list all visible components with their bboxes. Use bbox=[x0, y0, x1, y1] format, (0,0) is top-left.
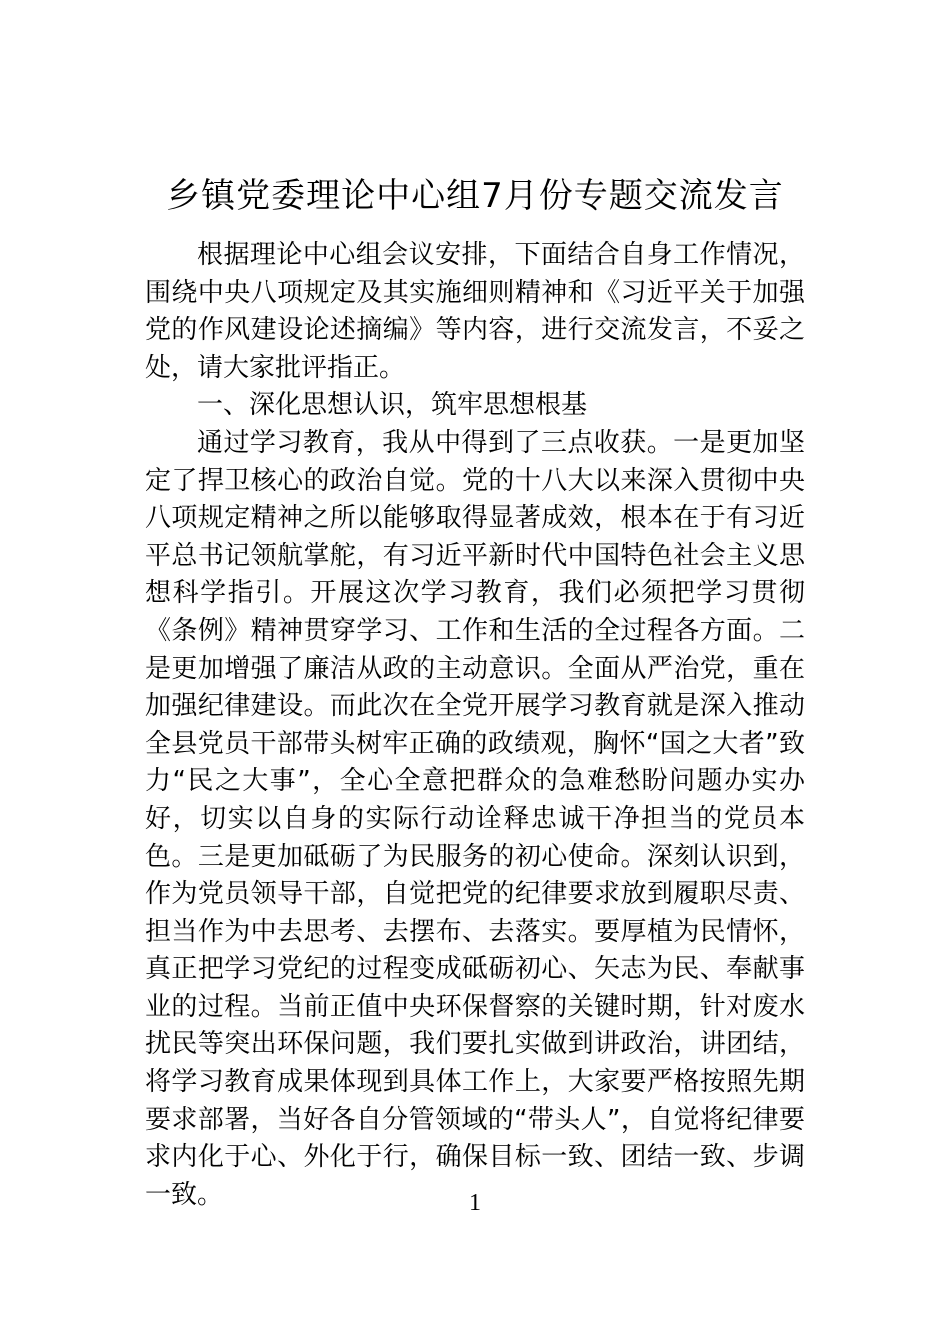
page-number: 1 bbox=[469, 1190, 481, 1216]
section-paragraph: 通过学习教育，我从中得到了三点收获。一是更加坚定了捍卫核心的政治自觉。党的十八大以来深入贯彻中央八项规定精神之所以能够取得显著成效，根本在于有习近平总书记领航掌舵，有习近平新时代中国特色社会主义思想科学指引。开展这次学习教育，我们必须把学习贯彻《条例》精神贯穿学习、工作和生活的全过程各方面。二是更加增强了廉洁从政的主动意识。全面从严治党，重在加强纪律建设。而此次在全党开展学习教育就是深入推动全县党员干部带头树牢正确的政绩观，胸怀“国之大者”致力“民之大事”，全心全意把群众的急难愁盼问题办实办好，切实以自身的实际行动诠释忠诚干净担当的党员本色。三是更加砥砺了为民服务的初心使命。深刻认识到，作为党员领导干部，自觉把党的纪律要求放到履职尽责、担当作为中去思考、去摆布、去落实。要厚植为民情怀，真正把学习党纪的过程变成砥砺初心、矢志为民、奉献事业的过程。当前正值中央环保督察的关键时期，针对废水扰民等突出环保问题，我们要扎实做到讲政治，讲团结，将学习教育成果体现到具体工作上，大家要严格按照先期要求部署，当好各自分管领域的“带头人”，自觉将纪律要求内化于心、外化于行，确保目标一致、团结一致、步调一致。 bbox=[145, 427, 805, 1210]
document-title: 乡镇党委理论中心组7月份专题交流发言 bbox=[166, 176, 784, 216]
section-heading: 一、深化思想认识，筑牢思想根基 bbox=[197, 390, 588, 421]
intro-paragraph: 根据理论中心组会议安排，下面结合自身工作情况，围绕中央八项规定及其实施细则精神和《习近平关于加强党的作风建设论述摘编》等内容，进行交流发言，不妥之处，请大家批评指正。 bbox=[145, 240, 805, 383]
document-body bbox=[145, 237, 805, 1214]
